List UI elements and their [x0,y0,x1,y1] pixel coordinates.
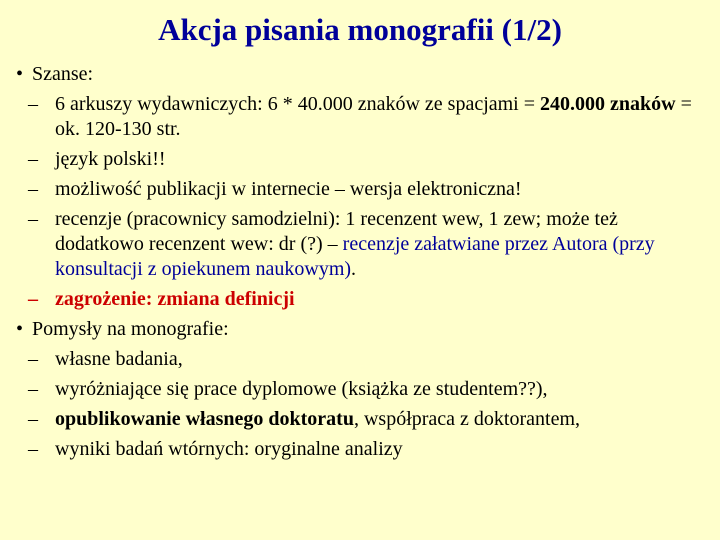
item-text: własne badania, [55,348,183,370]
item-bold-text: opublikowanie własnego doktoratu [55,408,354,430]
dash-icon: – [28,348,38,370]
dash-icon: – [28,93,38,115]
item-text: recenzje (pracownicy samodzielni): 1 recenzent wew, 1 zew; może też dodatkowo recenzent wew: dr (?) – [55,208,618,255]
bullet-label: Szanse: [32,63,94,85]
bullet-szanse [16,62,706,87]
item-red-text: zagrożenie: zmiana definicji [55,288,295,310]
bullet-icon: • [16,63,24,85]
item-blue-text: recenzje załatwiane przez Autora (przy konsultacji z opiekunem naukowym) [55,233,655,280]
item-text: 6 arkuszy wydawniczych: 6 * 40.000 znaków ze spacjami = [55,93,541,115]
dash-icon: – [28,178,38,200]
dash-icon: – [28,288,38,310]
dash-icon: – [28,408,38,430]
item-publikacja [16,177,706,202]
item-zagrozenie [16,287,706,312]
item-arkusze [16,92,706,142]
item-doktorat [16,407,706,432]
item-recenzje [16,207,706,282]
dash-icon: – [28,438,38,460]
item-text: wyróżniające się prace dyplomowe (książka ze studentem??), [55,378,548,400]
item-text: = ok. 120-130 str. [55,93,692,140]
item-jezyk [16,147,706,172]
bullet-label: Pomysły na monografie: [32,318,229,340]
bullet-pomysly [16,317,706,342]
dash-icon: – [28,378,38,400]
item-text: wyniki badań wtórnych: oryginalne analizy [55,438,403,460]
dash-icon: – [28,208,38,230]
item-text: język polski!! [55,148,166,170]
dash-icon: – [28,148,38,170]
item-bold-text: 240.000 znaków [540,93,676,115]
item-text: , współpraca z doktorantem, [353,408,581,430]
item-text: możliwość publikacji w internecie – wersja elektroniczna! [55,178,522,200]
slide-title: Akcja pisania monografii (1/2) [158,12,562,47]
item-text: . [351,258,357,280]
slide-content [16,62,706,467]
bullet-icon: • [16,318,24,340]
item-dyplomowe [16,377,706,402]
item-badania [16,347,706,372]
item-wtorne [16,437,706,462]
